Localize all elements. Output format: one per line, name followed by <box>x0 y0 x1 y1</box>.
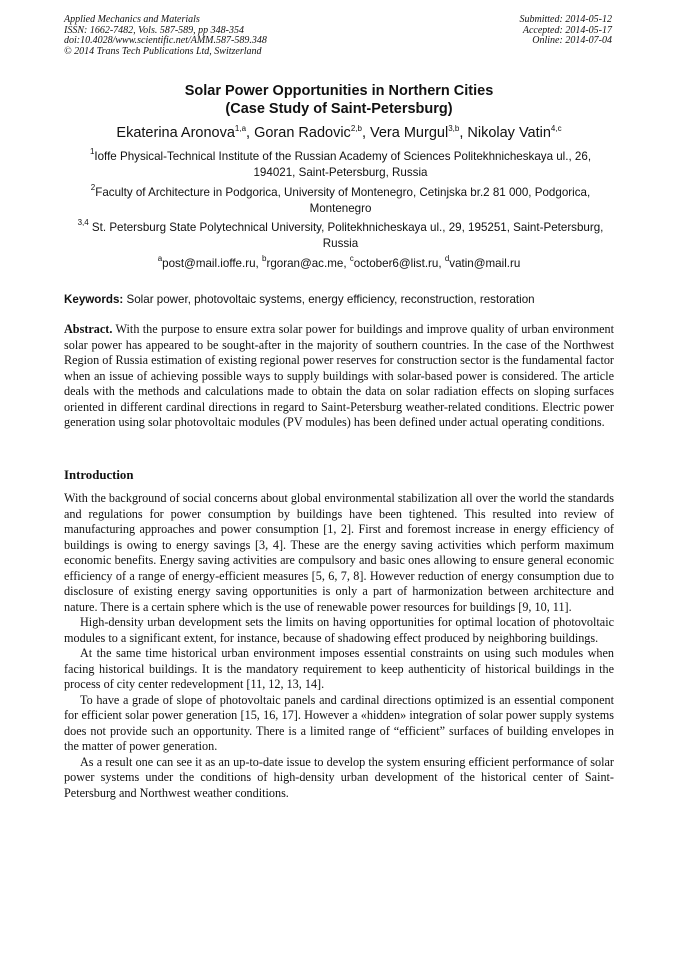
journal-info <box>64 15 267 57</box>
author-name: Ekaterina Aronova <box>116 125 235 141</box>
author-sep: , <box>246 125 255 141</box>
issn-line: ISSN: 1662-7482, Vols. 587-589, pp 348-354 <box>64 24 244 36</box>
email-sup: c <box>349 254 354 263</box>
email-sep: , <box>343 257 350 270</box>
author <box>467 125 561 141</box>
author <box>254 125 370 141</box>
introduction-body <box>64 491 614 801</box>
section-heading-introduction: Introduction <box>64 468 134 482</box>
abstract <box>64 322 614 431</box>
publication-dates <box>520 15 613 47</box>
author <box>116 125 254 141</box>
paragraph: High-density urban development sets the limits on having opportunities for optimal location of photovoltaic modules to a significant extent, for instance, because of shadowing effect produced by neighboring buildings. <box>64 615 614 645</box>
affiliation-1 <box>68 149 613 181</box>
affiliation-sup: 3,4 <box>77 218 89 227</box>
submitted-date: Submitted: 2014-05-12 <box>519 14 612 25</box>
email-sup: b <box>262 254 267 263</box>
paragraph: To have a grade of slope of photovoltaic panels and cardinal directions optimized is an essential component for efficient solar power generation [15, 16, 17]. However a «hidden» integration of solar power supply systems does not provide such an opportunity. There is a limited range of “efficient” surfaces of building envelopes in the matter of power generation. <box>64 692 614 753</box>
email-list <box>0 256 678 272</box>
affiliation-text: St. Petersburg State Polytechnical University, Politekhnicheskaya ul., 29, 195251, Saint-Petersburg, Russia <box>88 221 604 250</box>
abstract-text: With the purpose to ensure extra solar power for buildings and improve quality of urban environment solar power has appeared to be sought-after in the majority of southern countries. In the case of the Northwest Region of Russia estimation of existing regional power reserves for construction sector is the fundamental factor when an issue of achieving possible ways to supply buildings with solar-based power is considered. The article deals with the methods and calculations made to obtain the data on solar radiation effects on sloping surfaces oriented in different cardinal directions in regard to Saint-Petersburg weather-related conditions. Electric power generation using solar photovoltaic modules (PV modules) has been defined under actual operating conditions. <box>64 322 614 429</box>
affiliation-sup: 1 <box>89 147 95 156</box>
author-name: Goran Radovic <box>254 125 351 141</box>
author-sep: , <box>459 125 468 141</box>
email-address: october6@list.ru <box>353 257 439 270</box>
email[interactable] <box>444 254 521 270</box>
journal-name: Applied Mechanics and Materials <box>64 14 200 25</box>
author-name: Nikolay Vatin <box>467 125 551 141</box>
keywords-label: Keywords: <box>64 293 124 306</box>
email-sep: , <box>438 257 445 270</box>
accepted-date: Accepted: 2014-05-17 <box>522 24 612 36</box>
email-sup: d <box>444 254 450 263</box>
doi-line: doi:10.4028/www.scientific.net/AMM.587-589.348 <box>64 35 267 47</box>
email-address: rgoran@ac.me <box>266 257 344 270</box>
affiliation-text: Faculty of Architecture in Podgorica, University of Montenegro, Cetinjska br.2 81 000, Podgorica, Montenegro <box>95 186 591 215</box>
email[interactable] <box>157 254 256 270</box>
author <box>370 125 467 141</box>
author-sup: 3,b <box>448 124 460 133</box>
affiliation-text: Ioffe Physical-Technical Institute of the Russian Academy of Sciences Politekhnicheskaya ul., 26, 194021, Saint-Petersburg, Russia <box>94 150 592 179</box>
email-address: post@mail.ioffe.ru <box>162 257 256 270</box>
copyright-line: © 2014 Trans Tech Publications Ltd, Switzerland <box>64 45 262 57</box>
email-sup: a <box>157 254 163 263</box>
email[interactable] <box>349 254 439 270</box>
paragraph: As a result one can see it as an up-to-date issue to develop the system ensuring efficient performance of solar power systems under the conditions of high-density urban development of the historical center of Saint-Petersburg and Northwest weather conditions. <box>64 754 614 800</box>
author-sup: 4,c <box>550 124 562 133</box>
title-line-1: Solar Power Opportunities in Northern Cities <box>184 83 494 99</box>
email-address: vatin@mail.ru <box>449 257 521 270</box>
author-name: Vera Murgul <box>370 125 449 141</box>
author-sup: 1,a <box>234 124 247 133</box>
title-line-2: (Case Study of Saint-Petersburg) <box>225 101 453 117</box>
affiliation-3 <box>68 220 613 252</box>
author-list <box>0 124 678 142</box>
email-sep: , <box>255 257 262 270</box>
online-date: Online: 2014-07-04 <box>532 35 612 47</box>
abstract-label: Abstract. <box>64 322 113 336</box>
paragraph: With the background of social concerns about global environmental stabilization all over the world the standards and regulations for power consumption by buildings have been tightened. This resulted into review of manufacturing approaches and power consumption [1, 2]. First and foremost increase in energy efficiency of buildings is owing to energy savings [3, 4]. These are the energy saving activities which perform maximum economic benefits. Energy saving activities are compulsory and basic ones allowing to ensure general economic efficiency of a range of energy-efficient measures [5, 6, 7, 8]. However reduction of energy consumption due to disclosure of existing energy saving opportunities is only a part of harmonization between architecture and nature. There is a certain sphere which is the use of renewable power resources for buildings [9, 10, 11]. <box>64 491 614 614</box>
affiliation-sup: 2 <box>90 183 96 192</box>
paragraph: At the same time historical urban environment imposes essential constraints on using such modules when facing historical buildings. It is the mandatory requirement to keep authenticity of historical buildings in the process of city center redevelopment [11, 12, 13, 14]. <box>64 646 614 691</box>
keywords <box>64 292 624 307</box>
keywords-text: Solar power, photovoltaic systems, energy efficiency, reconstruction, restoration <box>123 293 535 306</box>
author-sup: 2,b <box>350 124 362 133</box>
affiliation-2 <box>68 185 613 217</box>
author-sep: , <box>361 125 370 141</box>
paper-title <box>0 82 678 118</box>
email[interactable] <box>262 254 344 270</box>
